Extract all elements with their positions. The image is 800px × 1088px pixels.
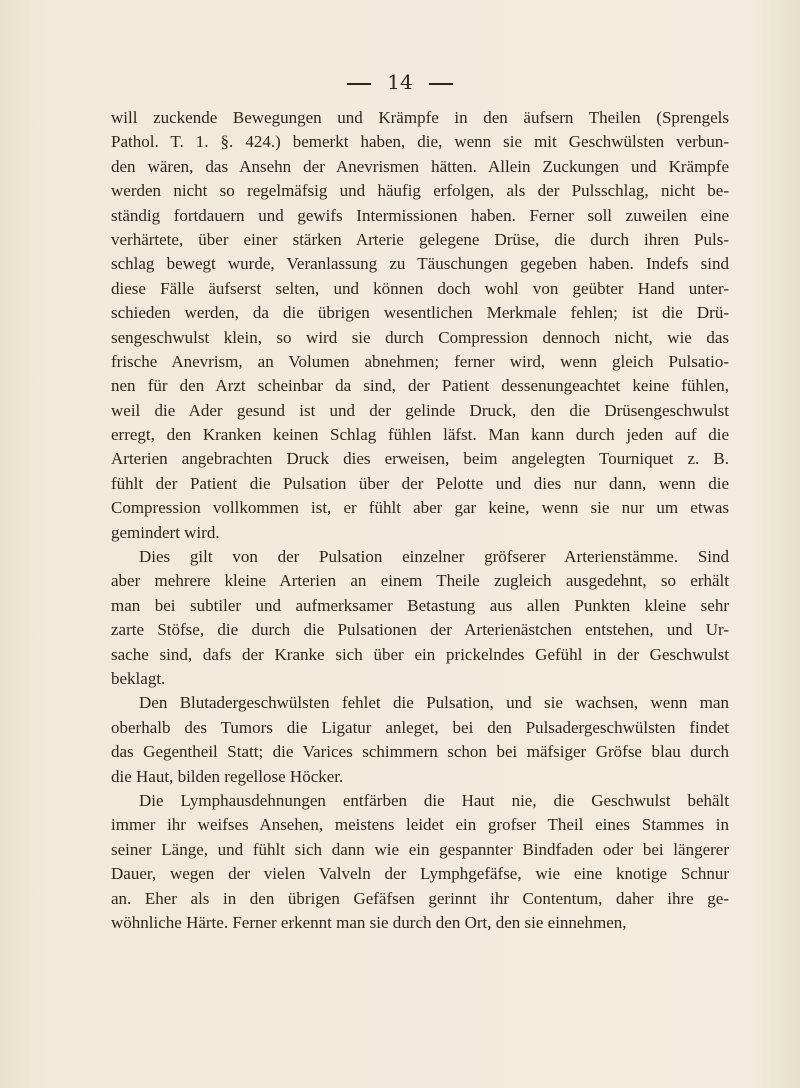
paragraph	[111, 691, 729, 789]
text-line: Pathol. T. 1. §. 424.) bemerkt haben, die, wenn sie mit Geschwülsten verbun-	[111, 132, 729, 152]
text-line: sache sind, dafs der Kranke sich über ein prickelndes Gefühl in der Geschwulst	[111, 644, 729, 664]
header-dash-right	[429, 83, 453, 85]
text-line: fühlt der Patient die Pulsation über der Pelotte und dies nur dann, wenn die	[111, 473, 729, 493]
text-line: schlag bewegt wurde, Veranlassung zu Täuschungen gegeben haben. Indefs sind	[111, 254, 729, 274]
text-line: verhärtete, über einer stärken Arterie gelegene Drüse, die durch ihren Puls-	[111, 229, 729, 249]
text-line: weil die Ader gesund ist und der gelinde Druck, den die Drüsengeschwulst	[111, 400, 729, 420]
text-line: Dauer, wegen der vielen Valveln der Lymphgefäfse, wie eine knotige Schnur	[111, 864, 729, 884]
text-line: schieden werden, da die übrigen wesentlichen Merkmale fehlen; ist die Drü-	[111, 303, 729, 323]
text-line: Dies gilt von der Pulsation einzelner gröfserer Arterienstämme. Sind	[139, 547, 729, 567]
text-line: Arterien angebrachten Druck dies erweisen, beim angelegten Tourniquet z. B.	[111, 449, 729, 469]
text-line: sengeschwulst klein, so wird sie durch Compression dennoch nicht, wie das	[111, 327, 729, 347]
paragraph	[111, 789, 729, 935]
text-line: nen für den Arzt scheinbar da sind, der Patient dessenungeachtet keine fühlen,	[111, 376, 729, 396]
text-line: das Gegentheil Statt; die Varices schimmern schon bei mäfsiger Gröfse blau durch	[111, 742, 729, 762]
text-line: gemindert wird.	[111, 522, 220, 542]
text-line: ständig fortdauern und gewifs Intermissionen haben. Ferner soll zuweilen eine	[111, 205, 729, 225]
text-line: Den Blutadergeschwülsten fehlet die Pulsation, und sie wachsen, wenn man	[139, 693, 729, 713]
text-line: werden nicht so regelmäfsig und häufig erfolgen, als der Pulsschlag, nicht be-	[111, 181, 729, 201]
text-line: man bei subtiler und aufmerksamer Betastung aus allen Punkten kleine sehr	[111, 595, 729, 615]
text-line: immer ihr weifses Ansehen, meistens leidet ein grofser Theil eines Stammes in	[111, 815, 729, 835]
page-number: 14	[387, 70, 413, 94]
paragraph	[111, 545, 729, 691]
text-line: aber mehrere kleine Arterien an einem Theile zugleich ausgedehnt, so erhält	[111, 571, 729, 591]
header-dash-left	[347, 83, 371, 85]
text-line: diese Fälle äufserst selten, und können doch wohl von geübter Hand unter-	[111, 278, 729, 298]
text-line: Compression vollkommen ist, er fühlt aber gar keine, wenn sie nur um etwas	[111, 498, 729, 518]
text-line: Die Lymphausdehnungen entfärben die Haut nie, die Geschwulst behält	[139, 790, 729, 810]
text-line: oberhalb des Tumors die Ligatur anleget, bei den Pulsadergeschwülsten findet	[111, 717, 729, 737]
text-line: erregt, den Kranken keinen Schlag fühlen läfst. Man kann durch jeden auf die	[111, 425, 729, 445]
text-line: beklagt.	[111, 668, 166, 688]
text-line: seiner Länge, und fühlt sich dann wie ein gespannter Bindfaden oder bei längerer	[111, 839, 729, 859]
text-line: will zuckende Bewegungen und Krämpfe in den äufsern Theilen (Sprengels	[111, 108, 729, 127]
text-line: frische Anevrism, an Volumen abnehmen; ferner wird, wenn gleich Pulsatio-	[111, 351, 729, 371]
body-text	[111, 106, 729, 935]
page-header	[0, 70, 800, 94]
text-line: den wären, das Ansehn der Anevrismen hätten. Allein Zuckungen und Krämpfe	[111, 156, 729, 176]
paragraph	[111, 106, 729, 545]
text-line: an. Eher als in den übrigen Gefäfsen gerinnt ihr Contentum, daher ihre ge-	[111, 888, 729, 908]
text-line: zarte Stöfse, die durch die Pulsationen der Arterienästchen entstehen, und Ur-	[111, 620, 729, 640]
text-line: wöhnliche Härte. Ferner erkennt man sie durch den Ort, den sie einnehmen,	[111, 912, 627, 932]
text-line: die Haut, bilden regellose Höcker.	[111, 766, 344, 786]
